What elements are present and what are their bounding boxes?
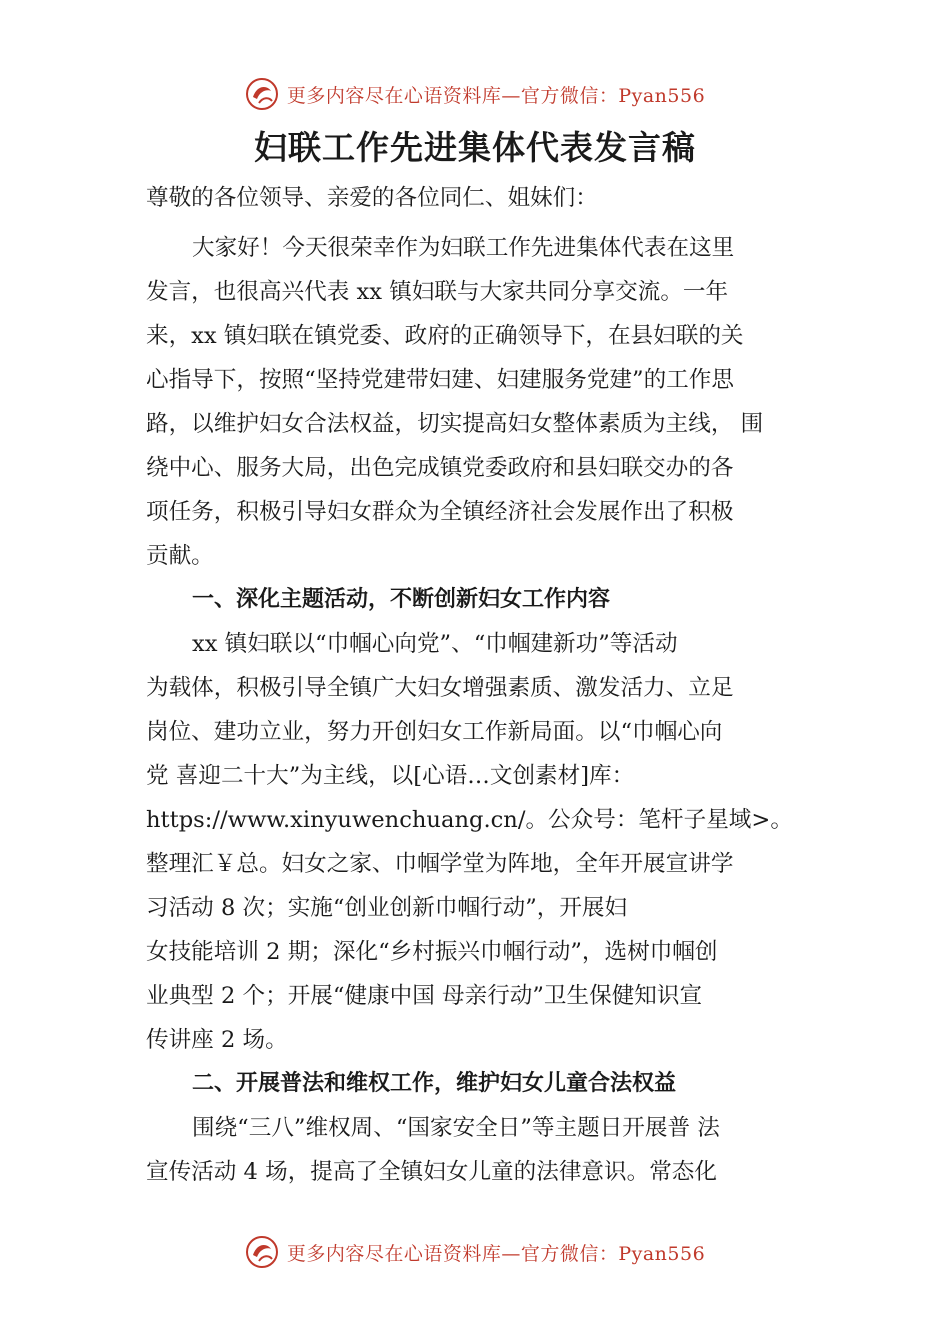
- section1-line: https://www.xinyuwenchuang.cn/。公众号：笔杆子星域>。: [146, 807, 793, 833]
- section1-line: 岗位、建功立业，努力开创妇女工作新局面。以“巾帼心向: [146, 719, 723, 745]
- section1-line: 为载体，积极引导全镇广大妇女增强素质、激发活力、立足: [146, 675, 734, 701]
- brand-logo-icon: [245, 1235, 279, 1269]
- section1-line: 传讲座 2 场。: [146, 1027, 288, 1053]
- intro-line: 项任务，积极引导妇女群众为全镇经济社会发展作出了积极: [146, 499, 734, 525]
- intro-line: 贡献。: [146, 543, 214, 569]
- document-body: [146, 176, 811, 1194]
- section-heading: 一、深化主题活动，不断创新妇女工作内容: [192, 587, 611, 612]
- section1-line: xx 镇妇联以“巾帼心向党”、“巾帼建新功”等活动: [192, 631, 678, 657]
- section1-line: 业典型 2 个；开展“健康中国 母亲行动”卫生保健知识宣: [146, 983, 703, 1009]
- section2-line: 宣传活动 4 场，提高了全镇妇女儿童的法律意识。常态化: [146, 1159, 717, 1185]
- intro-line: 心指导下，按照“坚持党建带妇建、妇建服务党建”的工作思: [146, 367, 734, 393]
- intro-line: 绕中心、服务大局，出色完成镇党委政府和县妇联交办的各: [146, 455, 734, 481]
- header-watermark-banner: [0, 74, 950, 114]
- section1-line: 习活动 8 次；实施“创业创新巾帼行动”，开展妇: [146, 895, 628, 921]
- watermark-text: 更多内容尽在心语资料库—官方微信：Pyan556: [286, 1242, 706, 1265]
- document-title: 妇联工作先进集体代表发言稿: [254, 128, 696, 167]
- section1-line: 女技能培训 2 期；深化“乡村振兴巾帼行动”，选树巾帼创: [146, 939, 718, 965]
- intro-line: 大家好！今天很荣幸作为妇联工作先进集体代表在这里: [192, 235, 735, 261]
- intro-line: 发言，也很高兴代表 xx 镇妇联与大家共同分享交流。一年: [146, 279, 729, 305]
- greeting: 尊敬的各位领导、亲爱的各位同仁、姐妹们：: [146, 185, 598, 211]
- footer-watermark-banner: [0, 1232, 950, 1272]
- section1-line: 党 喜迎二十大”为主线，以[心语…文创素材]库：: [146, 763, 635, 789]
- brand-logo-icon: [245, 77, 279, 111]
- intro-line: 来，xx 镇妇联在镇党委、政府的正确领导下，在县妇联的关: [146, 323, 744, 349]
- section-heading: 二、开展普法和维权工作，维护妇女儿童合法权益: [192, 1071, 677, 1096]
- intro-line: 路，以维护妇女合法权益，切实提高妇女整体素质为主线， 围: [146, 411, 764, 437]
- section2-line: 围绕“三八”维权周、“国家安全日”等主题日开展普 法: [192, 1115, 720, 1141]
- section1-line: 整理汇￥总。妇女之家、巾帼学堂为阵地，全年开展宣讲学: [146, 851, 734, 877]
- watermark-text: 更多内容尽在心语资料库—官方微信：Pyan556: [286, 84, 706, 107]
